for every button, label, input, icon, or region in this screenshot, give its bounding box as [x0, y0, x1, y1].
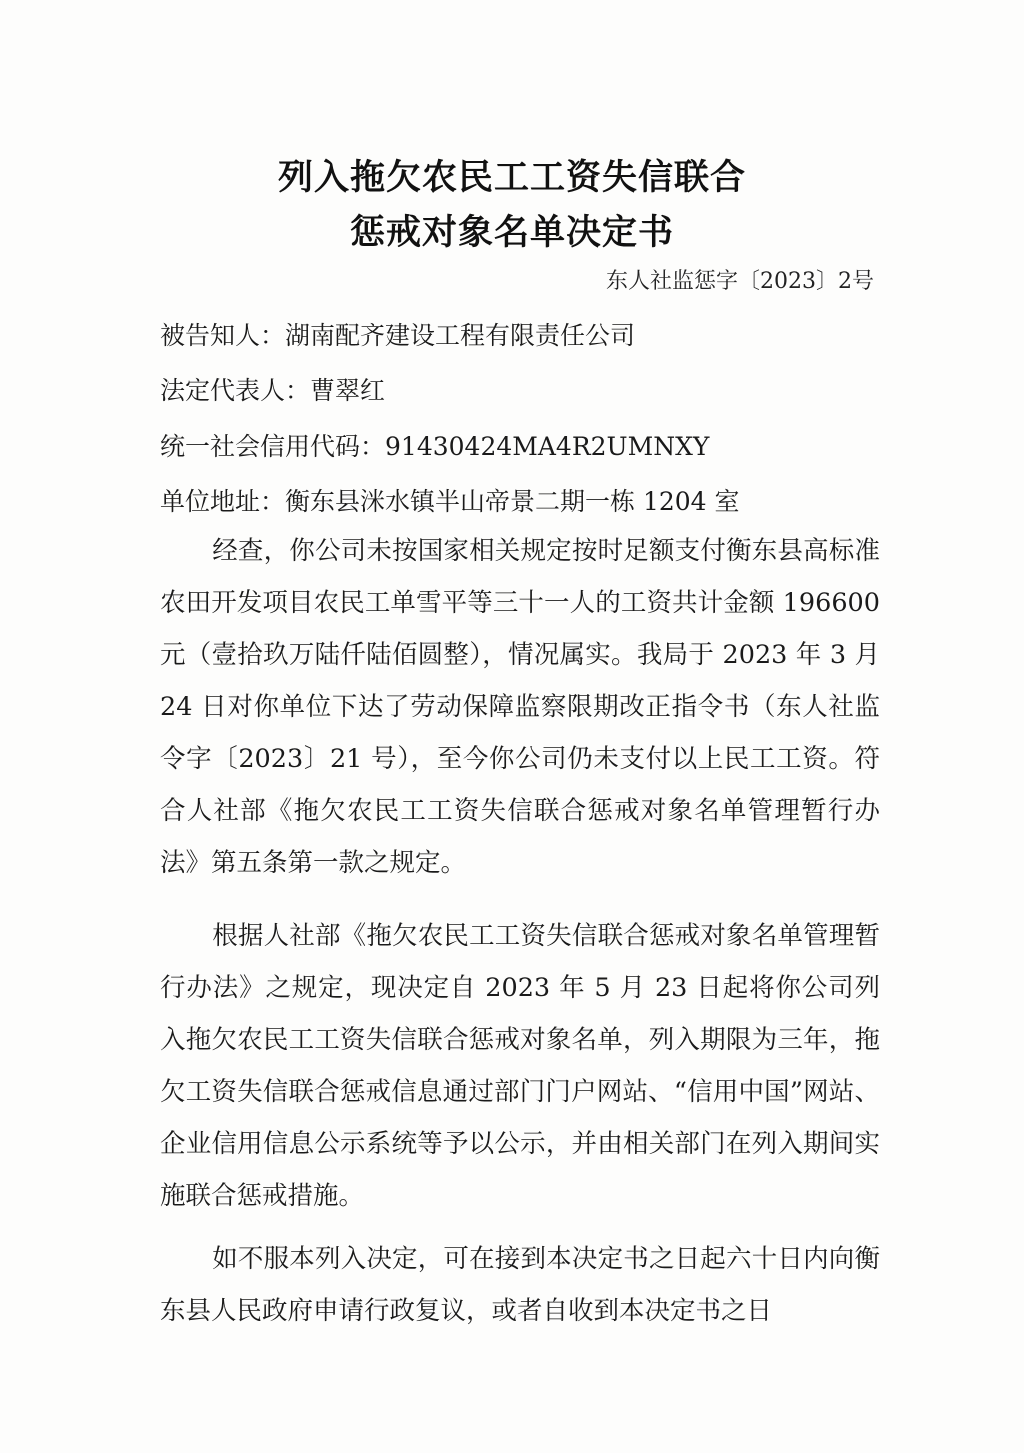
address-field	[160, 482, 740, 518]
body-paragraph-1	[160, 525, 880, 889]
address-label: 单位地址：	[160, 487, 286, 516]
document-title-line-2: 惩戒对象名单决定书	[349, 213, 674, 253]
notified-party-label: 被告知人：	[160, 321, 286, 350]
body-paragraph-3	[160, 1233, 880, 1337]
body-paragraph-1-text: 经查，你公司未按国家相关规定按时足额支付衡东县高标准农田开发项目农民工单雪平等三十一人的工资共计金额 196600 元（壹拾玖万陆仟陆佰圆整），情况属实。我局于 2023 年 3 月 24 日对你单位下达了劳动保障监察限期改正指令书（东人社监令字〔2023〕21 号），至今你公司仍未支付以上民工工资。符合人社部《拖欠农民工工资失信联合惩戒对象名单管理暂行办法》第五条第一款之规定。	[160, 536, 880, 878]
document-number: 东人社监惩字〔2023〕2号	[606, 269, 874, 294]
credit-code-value: 91430424MA4R2UMNXY	[385, 432, 710, 461]
body-paragraph-2	[160, 910, 880, 1222]
document-title-line-1: 列入拖欠农民工工资失信联合	[277, 158, 746, 198]
legal-representative-value: 曹翠红	[310, 376, 386, 405]
address-value: 衡东县洣水镇半山帝景二期一栋 1204 室	[285, 487, 740, 516]
notified-party-field	[160, 316, 635, 352]
legal-representative-label: 法定代表人：	[160, 376, 311, 405]
notified-party-value: 湖南配齐建设工程有限责任公司	[285, 321, 636, 350]
body-paragraph-3-text: 如不服本列入决定，可在接到本决定书之日起六十日内向衡东县人民政府申请行政复议，或者自收到本决定书之日	[160, 1244, 880, 1326]
credit-code-label: 统一社会信用代码：	[160, 432, 386, 461]
body-paragraph-2-text: 根据人社部《拖欠农民工工资失信联合惩戒对象名单管理暂行办法》之规定，现决定自 2023 年 5 月 23 日起将你公司列入拖欠农民工工资失信联合惩戒对象名单，列入期限为三年，拖欠工资失信联合惩戒信息通过部门门户网站、“信用中国”网站、企业信用信息公示系统等予以公示，并由相关部门在列入期间实施联合惩戒措施。	[160, 921, 880, 1211]
credit-code-field	[160, 427, 709, 463]
legal-representative-field	[160, 371, 385, 407]
